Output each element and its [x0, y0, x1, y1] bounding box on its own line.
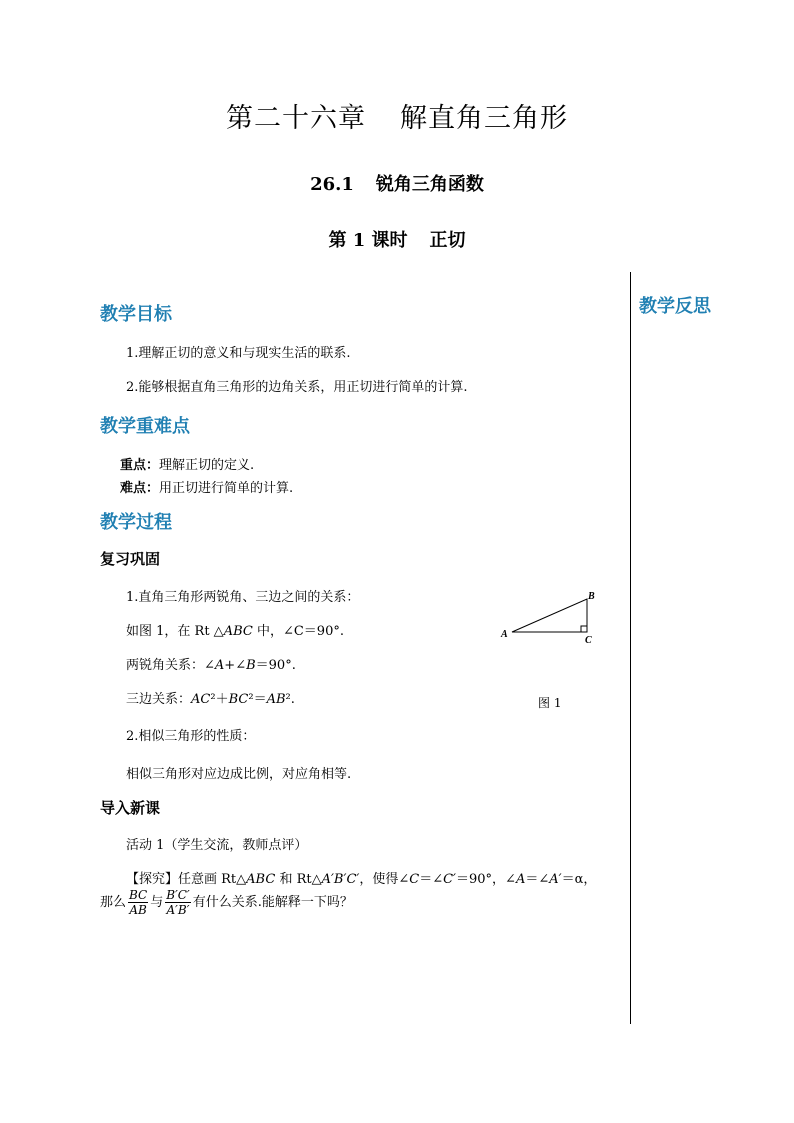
explore-text-6: ＝∠: [525, 872, 550, 887]
section-name: 锐角三角函数: [375, 174, 484, 195]
side-relation-line: [126, 688, 295, 707]
lesson-number: 第 1 课时: [328, 230, 408, 251]
question-line: [100, 888, 353, 917]
reflection-heading: 教学反思: [639, 296, 711, 317]
explore-text-1: 任意画 Rt△: [178, 872, 247, 887]
side-bc: BC: [228, 692, 249, 707]
explore-text-4: ＝∠: [419, 872, 444, 887]
process-heading: 教学过程: [100, 512, 172, 533]
fraction-bpcp-apbp: [165, 888, 190, 917]
sq-ac: ²: [210, 692, 216, 707]
angle-a1: A: [515, 872, 526, 887]
angles-post: ＝90°.: [255, 658, 296, 673]
vertex-label-b: B: [588, 591, 595, 602]
fig-intro-triangle: ABC: [223, 624, 253, 639]
chapter-name: 解直角三角形: [400, 103, 568, 134]
objective-item-2: 2.能够根据直角三角形的边角关系，用正切进行简单的计算.: [126, 380, 468, 395]
figure-intro-line: [126, 620, 344, 639]
difficulty-label: 难点：: [120, 481, 160, 496]
angles-mid: +∠: [224, 658, 247, 673]
objectives-heading: 教学目标: [100, 304, 172, 325]
section-number: 26.1: [310, 174, 354, 195]
sq-bc: ²: [248, 692, 254, 707]
vertex-label-c: C: [585, 635, 592, 646]
right-angle-mark: [581, 626, 587, 632]
activity-line: 活动 1（学生交流，教师点评）: [126, 838, 308, 853]
sides-pre: 三边关系：: [126, 692, 192, 707]
objective-item-1: 1.理解正切的意义和与现实生活的联系.: [126, 346, 351, 361]
section-title: [0, 170, 794, 196]
column-divider: [630, 272, 631, 1024]
explore-text-3: ，使得∠: [359, 872, 410, 887]
question-mid: 与: [150, 895, 164, 910]
triangle-shape: [512, 599, 587, 632]
fraction-1-numerator: BC: [129, 888, 148, 902]
angles-pre: 两锐角关系：∠: [126, 658, 215, 673]
fraction-1-denominator: AB: [129, 903, 147, 917]
chapter-number: 第二十六章: [226, 103, 366, 134]
triangle-2: A′B′C′: [321, 872, 360, 887]
difficulty-text: 用正切进行简单的计算.: [159, 481, 294, 496]
explore-label: 【探究】: [126, 872, 179, 887]
fraction-2-denominator: A′B′: [166, 903, 190, 917]
triangle-1: ABC: [246, 872, 276, 887]
angle-a2: A′: [549, 872, 562, 887]
angle-b: B: [246, 658, 256, 673]
key-point-text: 理解正切的定义.: [159, 458, 255, 473]
angle-c1: C: [409, 872, 420, 887]
side-ac: AC: [191, 692, 211, 707]
fig-intro-pre: 如图 1，在 Rt △: [126, 624, 224, 639]
explore-line: [126, 868, 596, 887]
sides-plus: ＋: [215, 692, 229, 707]
review-heading: 复习巩固: [100, 550, 161, 568]
angle-a: A: [214, 658, 225, 673]
key-point-label: 重点：: [120, 458, 160, 473]
question-post: 有什么关系.能解释一下吗？: [192, 895, 353, 910]
fraction-2-numerator: B′C′: [166, 888, 190, 902]
figure-caption: 图 1: [538, 696, 562, 710]
difficulty-line: [120, 477, 293, 496]
lesson-title: [0, 226, 794, 252]
explore-text-5: ＝90°，∠: [456, 872, 516, 887]
explore-text-2: 和 Rt△: [275, 872, 322, 887]
chapter-title: [0, 96, 794, 135]
angle-c2: C′: [443, 872, 457, 887]
fig-intro-post: 中，∠C＝90°.: [252, 624, 344, 639]
review-item-1: 1.直角三角形两锐角、三边之间的关系：: [126, 590, 360, 605]
side-ab: AB: [266, 692, 286, 707]
explore-text-7: ＝α，: [561, 872, 597, 887]
fraction-bc-ab: [128, 888, 148, 917]
right-triangle-figure: [496, 588, 606, 650]
key-points-heading: 教学重难点: [100, 416, 190, 437]
key-point-line: [120, 454, 254, 473]
question-pre: 那么: [100, 895, 127, 910]
vertex-label-a: A: [501, 629, 508, 640]
lesson-name: 正切: [429, 230, 466, 251]
review-item-2: 2.相似三角形的性质：: [126, 729, 256, 744]
sides-eq: ＝: [253, 692, 267, 707]
similar-triangles-text: 相似三角形对应边成比例，对应角相等.: [126, 767, 352, 782]
angle-relation-line: [126, 654, 296, 673]
intro-heading: 导入新课: [100, 799, 161, 817]
sides-post: ².: [285, 692, 295, 707]
